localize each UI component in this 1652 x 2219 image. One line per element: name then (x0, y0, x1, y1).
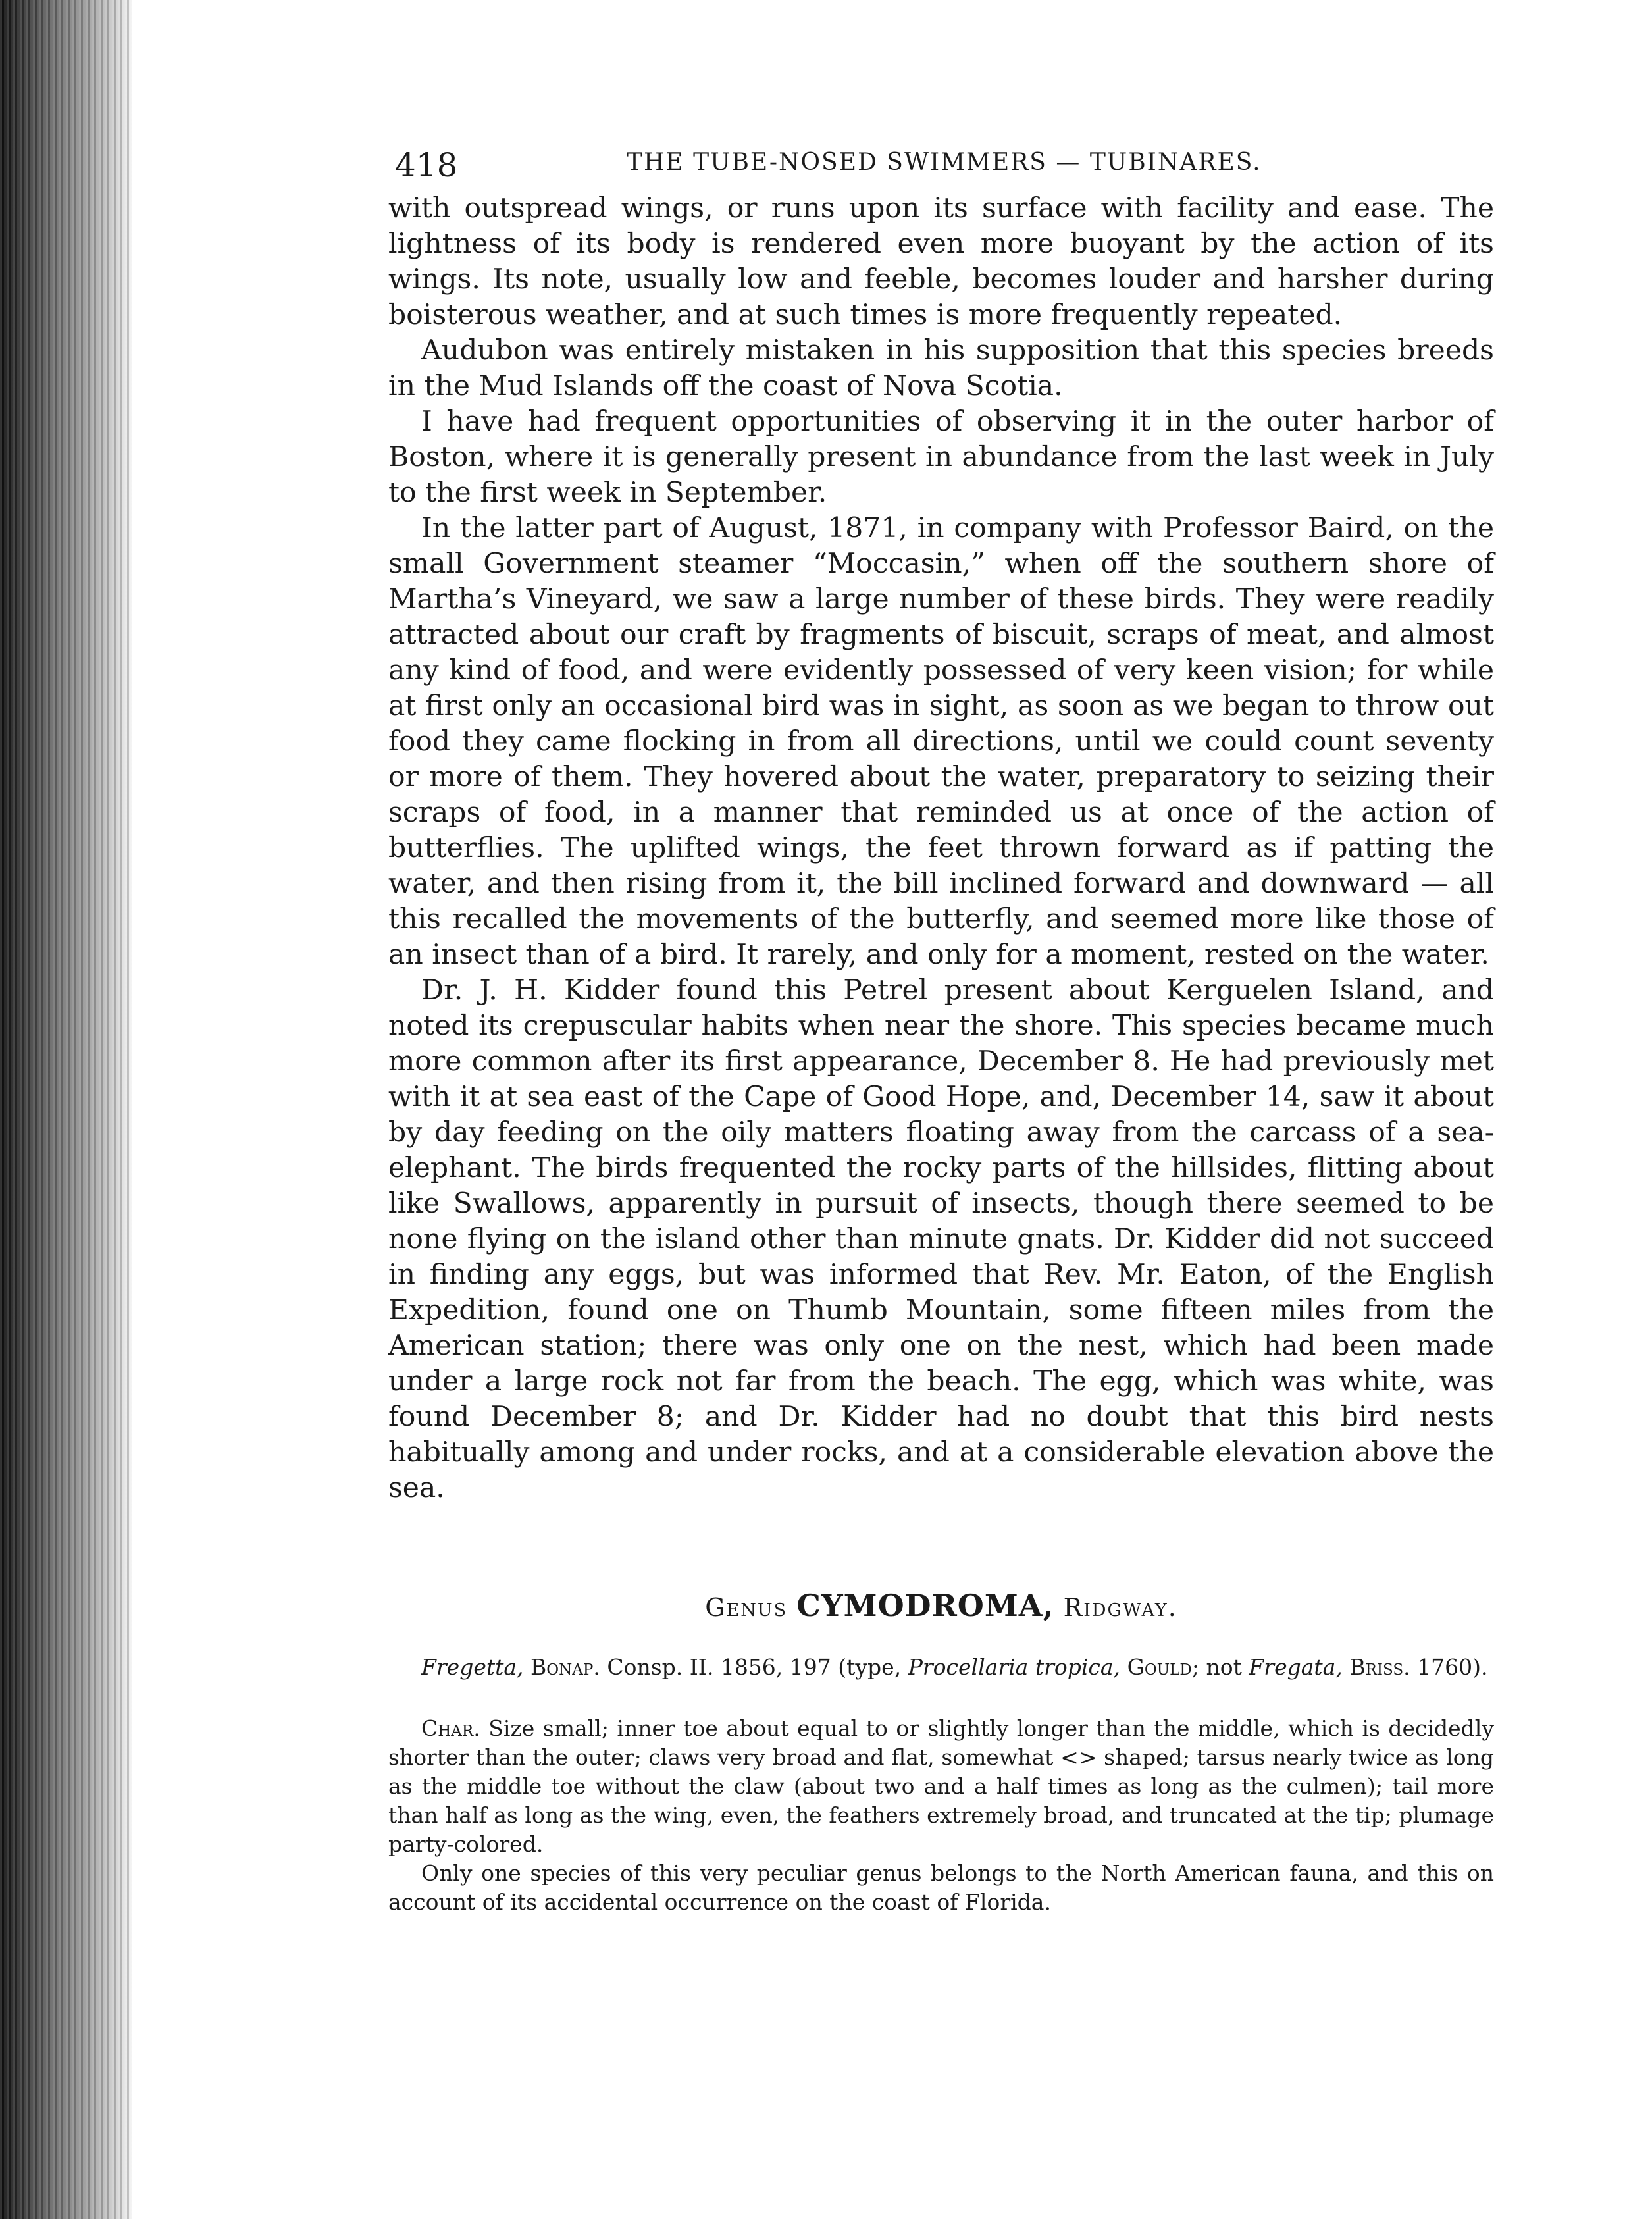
genus-author: Ridgway. (1063, 1593, 1177, 1622)
genus-prefix: Genus (705, 1593, 788, 1622)
characters-section (388, 1714, 1494, 1917)
paragraph-audubon: Audubon was entirely mistaken in his supposition that this species breeds in the Mud Islands off the coast of Nova Scotia. (388, 334, 1494, 402)
synonym-reference: Consp. II. 1856, 197 (type, (607, 1654, 902, 1680)
rhombus-shape-icon: <> (1060, 1744, 1097, 1770)
running-title: THE TUBE-NOSED SWIMMERS — TUBINARES. (627, 149, 1262, 176)
synonymy-line (388, 1652, 1494, 1683)
synonym-separator: ; not (1191, 1654, 1242, 1680)
paragraph-boston: I have had frequent opportunities of observing it in the outer harbor of Boston, where it is generally present in abundance from the last week in July to the first week in September. (388, 405, 1494, 509)
characters-paragraph (388, 1714, 1494, 1859)
genus-name: CYMODROMA, (796, 1588, 1054, 1623)
synonym-author: Bonap. (530, 1654, 600, 1680)
char-text-before: Size small; inner toe about equal to or slightly longer than the middle, which is decidedly shorter than the outer; claws very broad and flat, somewhat (388, 1715, 1494, 1770)
book-page-edge (0, 0, 132, 2219)
preoccupied-genus: Fregata, (1249, 1654, 1343, 1680)
paragraph-moccasin: In the latter part of August, 1871, in company with Professor Baird, on the small Government steamer “Moccasin,” when off the southern shore of Martha’s Vineyard, we saw a large number of these birds. They were readily attracted about our craft by fragments of biscuit, scraps of meat, and almost any kind of food, and were evidently possessed of very keen vision; for while at first only an occasional bird was in sight, as soon as we began to throw out food they came flocking in from all directions, until we could count seventy or more of them. They hovered about the water, preparatory to seizing their scraps of food, in a manner that reminded us at once of the action of butterflies. The uplifted wings, the feet thrown forward as if patting the water, and then rising from it, the bill inclined forward and downward — all this recalled the movements of the butterfly, and seemed more like those of an insect than of a bird. It rarely, and only for a moment, rested on the water. (388, 512, 1494, 971)
preoccupied-author: Briss. (1349, 1654, 1410, 1680)
synonym-genus: Fregetta, (421, 1654, 524, 1680)
running-head (388, 138, 1494, 191)
body-text (388, 191, 1494, 1506)
char-text-after: shaped; tarsus nearly twice as long as the middle toe without the claw (about two and a half times as long as the culmen); tail more than half as long as the wing, even, the feathers extremely broad, and truncated at the tip; plumage party-colored. (388, 1744, 1494, 1857)
preoccupied-reference: 1760). (1417, 1654, 1488, 1680)
paragraph-continuation: with outspread wings, or runs upon its surface with facility and ease. The lightness of its body is rendered even more buoyant by the action of its wings. Its note, usually low and feeble, becomes louder and harsher during boisterous weather, and at such times is more frequently repeated. (388, 192, 1494, 331)
type-species: Procellaria tropica, (908, 1654, 1121, 1680)
book-page (388, 138, 1494, 1917)
page-number: 418 (395, 146, 458, 184)
paragraph-kidder: Dr. J. H. Kidder found this Petrel present about Kerguelen Island, and noted its crepuscular habits when near the shore. This species became much more common after its first appearance, December 8. He had previously met with it at sea east of the Cape of Good Hope, and, December 14, saw it about by day feeding on the oily matters floating away from the carcass of a sea-elephant. The birds frequented the rocky parts of the hillsides, flitting about like Swallows, apparently in pursuit of insects, though there seemed to be none flying on the island other than minute gnats. Dr. Kidder did not succeed in finding any eggs, but was informed that Rev. Mr. Eaton, of the English Expedition, found one on Thumb Mountain, some fifteen miles from the American station; there was only one on the nest, which had been made under a large rock not far from the beach. The egg, which was white, was found December 8; and Dr. Kidder had no doubt that this bird nests habitually among and under rocks, and at a considerable elevation above the sea. (388, 974, 1494, 1504)
type-author: Gould (1127, 1654, 1192, 1680)
char-label: Char. (421, 1715, 480, 1741)
genus-heading (388, 1588, 1494, 1623)
characters-note: Only one species of this very peculiar genus belongs to the North American fauna, and this on account of its accidental occurrence on the coast of Florida. (388, 1860, 1494, 1915)
